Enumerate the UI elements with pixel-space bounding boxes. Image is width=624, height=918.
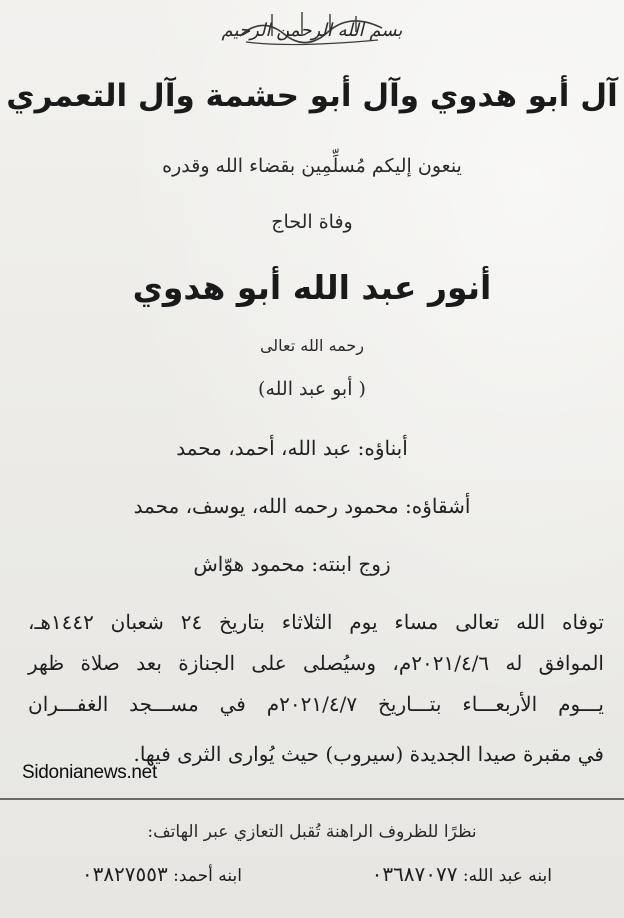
death-label: وفاة الحاج [271,211,353,233]
sons-names: عبد الله، أحمد، محمد [176,436,352,460]
deceased-name: أنور عبد الله أبو هدوي [132,268,492,307]
brothers-label: أشقاؤه: [405,494,471,518]
contact-label: ابنه عبد الله: [462,866,552,886]
contact-item [372,862,552,886]
brothers-line [0,494,614,518]
son-in-law-label: زوج ابنته: [311,552,391,576]
section-divider [0,798,624,800]
announcement-line-2: الموافق له ٢٠٢١/٤/٦م، وسيُصلى على الجنازة بعد صلاة ظهر [28,651,604,675]
son-in-law-line [0,552,604,576]
sons-line [0,436,604,460]
basmala-text: بسم الله الرحمن الرحيم [221,20,403,41]
contact-number: ٠٣٨٢٧٥٥٣ [81,862,168,886]
announcement-line-4: في مقبرة صيدا الجديدة (سيروب) حيث يُوارى الثرى فيها. [133,742,604,766]
contact-label: ابنه أحمد: [173,866,242,886]
kunya: ( أبو عبد الله) [258,378,366,400]
families-heading: آل أبو هدوي وآل أبو حشمة وآل التعمري [6,78,618,114]
site-watermark: Sidonianews.net [22,762,157,783]
basmala-calligraphy [0,6,624,56]
condolence-notice: نظرًا للظروف الراهنة تُقبل التعازي عبر الهاتف: [147,822,477,842]
announcement-line-1: توفاه الله تعالى مساء يوم الثلاثاء بتاريخ ٢٤ شعبان ١٤٤٢هـ، [28,610,604,634]
contact-item [82,862,242,886]
brothers-names: محمود رحمه الله، يوسف، محمد [133,494,399,518]
sons-label: أبناؤه: [357,436,408,460]
mercy-line: رحمه الله تعالى [259,336,365,355]
contact-number: ٠٣٦٨٧٠٧٧ [371,862,458,886]
mourning-line: ينعون إليكم مُسلِّمِين بقضاء الله وقدره [162,155,462,177]
son-in-law-name: محمود هوّاش [193,552,306,576]
announcement-line-3: يـــوم الأربعـــاء بتـــاريخ ٢٠٢١/٤/٧م في مســـجد الغفـــران [28,692,604,716]
